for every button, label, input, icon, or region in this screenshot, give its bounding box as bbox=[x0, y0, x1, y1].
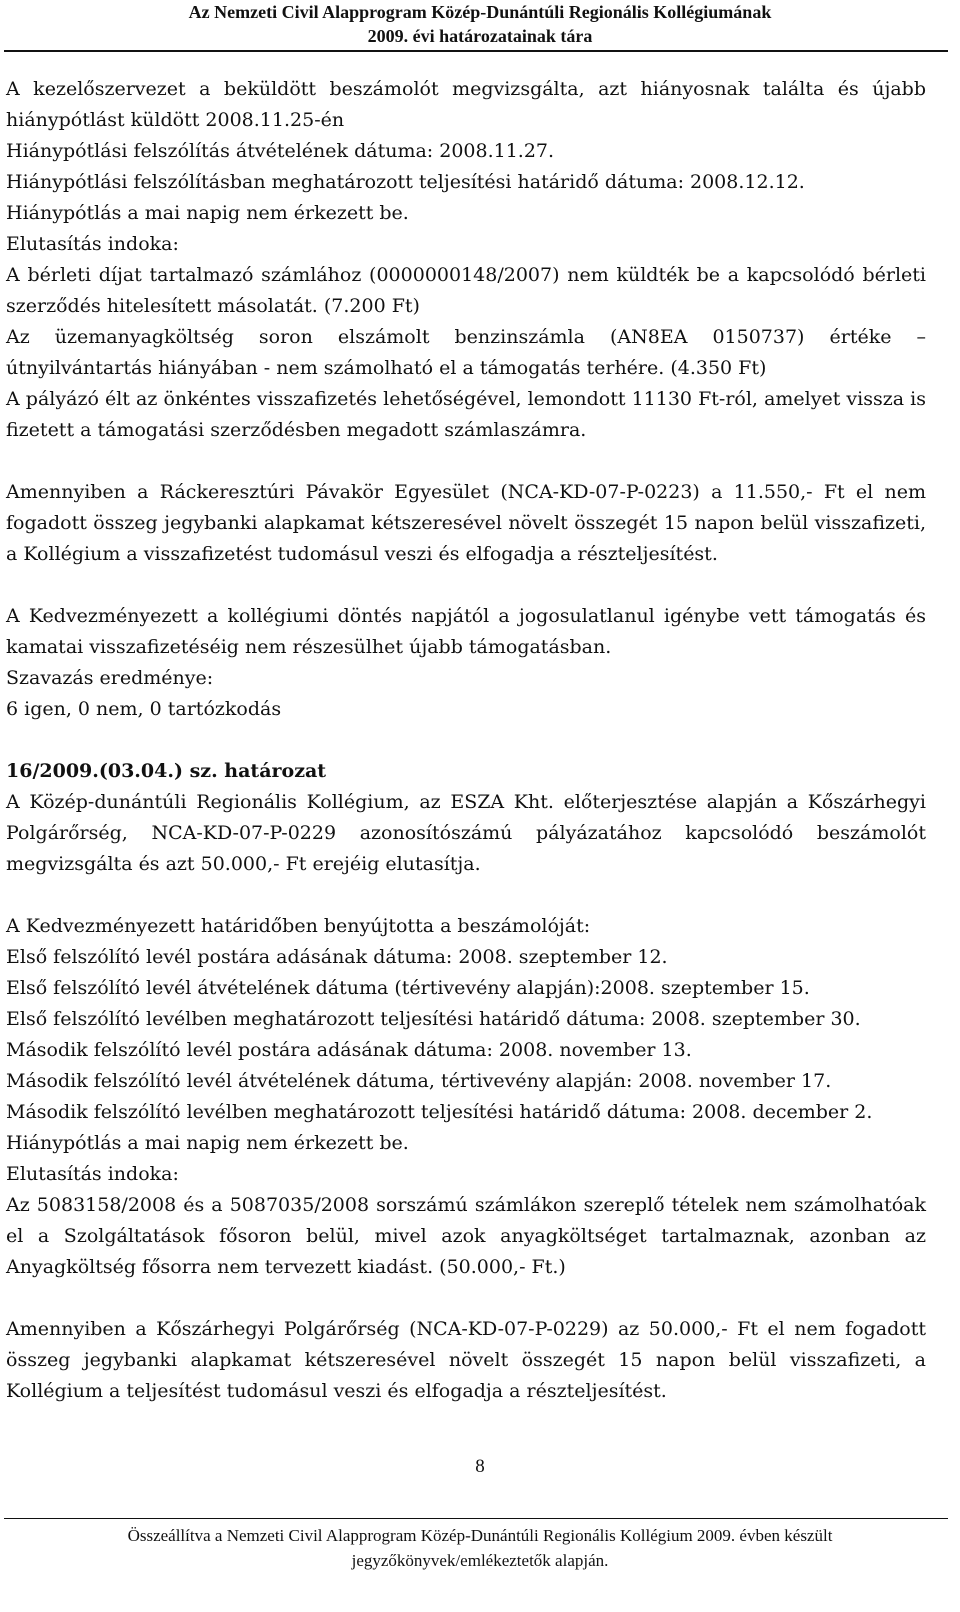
text-line: Hiánypótlás a mai napig nem érkezett be. bbox=[6, 202, 409, 224]
paragraph: Az üzemanyagköltség soron elszámolt benzinszámla (AN8EA 0150737) értéke – útnyilvántartás hiányában - nem számolható el a támogatás terhére. (4.350 Ft) bbox=[6, 326, 926, 379]
footer-line-2: jegyzőkönyvek/emlékeztetők alapján. bbox=[351, 1551, 609, 1570]
text-line: Második felszólító levél postára adásának dátuma: 2008. november 13. bbox=[6, 1039, 692, 1061]
paragraph: Amennyiben a Kőszárhegyi Polgárőrség (NCA-KD-07-P-0229) az 50.000,- Ft el nem fogadott összeg jegybanki alapkamat kétszeresével növelt összegét 15 napon belül visszafizeti, a Kollégium a teljesítést tudomásul veszi és elfogadja a részteljesítést. bbox=[6, 1318, 926, 1402]
document-body bbox=[6, 74, 926, 1407]
header-divider bbox=[4, 50, 948, 52]
page-footer bbox=[0, 1523, 960, 1573]
vote-result: 6 igen, 0 nem, 0 tartózkodás bbox=[6, 698, 282, 720]
rejection-reason-label: Elutasítás indoka: bbox=[6, 233, 179, 255]
rejection-reason-label: Elutasítás indoka: bbox=[6, 1163, 179, 1185]
paragraph: A pályázó élt az önkéntes visszafizetés lehetőségével, lemondott 11130 Ft-ról, amelyet vissza is fizetett a támogatási szerződésben megadott számlaszámra. bbox=[6, 388, 926, 441]
page-number: 8 bbox=[475, 1456, 485, 1477]
paragraph: A Kedvezményezett a kollégiumi döntés napjától a jogosulatlanul igénybe vett támogatás és kamatai visszafizetéséig nem részesülhet újabb támogatásban. bbox=[6, 605, 926, 658]
footer-line-1: Összeállítva a Nemzeti Civil Alapprogram Közép-Dunántúli Regionális Kollégium 2009. évben készült bbox=[127, 1526, 833, 1545]
header-line-1: Az Nemzeti Civil Alapprogram Közép-Dunántúli Regionális Kollégiumának bbox=[188, 2, 772, 22]
text-line: Hiánypótlási felszólítás átvételének dátuma: 2008.11.27. bbox=[6, 140, 555, 162]
text-line: Második felszólító levélben meghatározott teljesítési határidő dátuma: 2008. december 2. bbox=[6, 1101, 873, 1123]
text-line: Második felszólító levél átvételének dátuma, tértivevény alapján: 2008. november 17. bbox=[6, 1070, 832, 1092]
resolution-title: 16/2009.(03.04.) sz. határozat bbox=[6, 760, 327, 782]
text-line: Hiánypótlás a mai napig nem érkezett be. bbox=[6, 1132, 409, 1154]
text-line: A Kedvezményezett határidőben benyújtotta a beszámolóját: bbox=[6, 915, 591, 937]
text-line: Első felszólító levél átvételének dátuma (tértivevény alapján):2008. szeptember 15. bbox=[6, 977, 810, 999]
page-header bbox=[0, 0, 960, 48]
paragraph: A Közép-dunántúli Regionális Kollégium, az ESZA Kht. előterjesztése alapján a Kőszárhegyi Polgárőrség, NCA-KD-07-P-0229 azonosítószámú pályázatához kapcsolódó beszámolót megvizsgálta és azt 50.000,- Ft erejéig elutasítja. bbox=[6, 791, 926, 875]
paragraph: A kezelőszervezet a beküldött beszámolót megvizsgálta, azt hiányosnak találta és újabb hiánypótlást küldött 2008.11.25-én bbox=[6, 78, 926, 131]
text-line: Hiánypótlási felszólításban meghatározott teljesítési határidő dátuma: 2008.12.12. bbox=[6, 171, 805, 193]
vote-result-label: Szavazás eredménye: bbox=[6, 667, 214, 689]
footer-divider bbox=[4, 1518, 948, 1519]
header-line-2: 2009. évi határozatainak tára bbox=[367, 26, 593, 46]
text-line: Első felszólító levélben meghatározott teljesítési határidő dátuma: 2008. szeptember 30. bbox=[6, 1008, 861, 1030]
text-line: Első felszólító levél postára adásának dátuma: 2008. szeptember 12. bbox=[6, 946, 668, 968]
paragraph: Amennyiben a Ráckeresztúri Pávakör Egyesület (NCA-KD-07-P-0223) a 11.550,- Ft el nem fogadott összeg jegybanki alapkamat kétszeresével növelt összegét 15 napon belül visszafizeti, a Kollégium a visszafizetést tudomásul veszi és elfogadja a részteljesítést. bbox=[6, 481, 926, 565]
paragraph: A bérleti díjat tartalmazó számlához (0000000148/2007) nem küldték be a kapcsolódó bérleti szerződés hitelesített másolatát. (7.200 Ft) bbox=[6, 264, 926, 317]
paragraph: Az 5083158/2008 és a 5087035/2008 sorszámú számlákon szereplő tételek nem számolhatóak el a Szolgáltatások fősoron belül, mivel azok anyagköltséget tartalmaznak, azonban az Anyagköltség fősorra nem tervezett kiadást. (50.000,- Ft.) bbox=[6, 1194, 926, 1278]
